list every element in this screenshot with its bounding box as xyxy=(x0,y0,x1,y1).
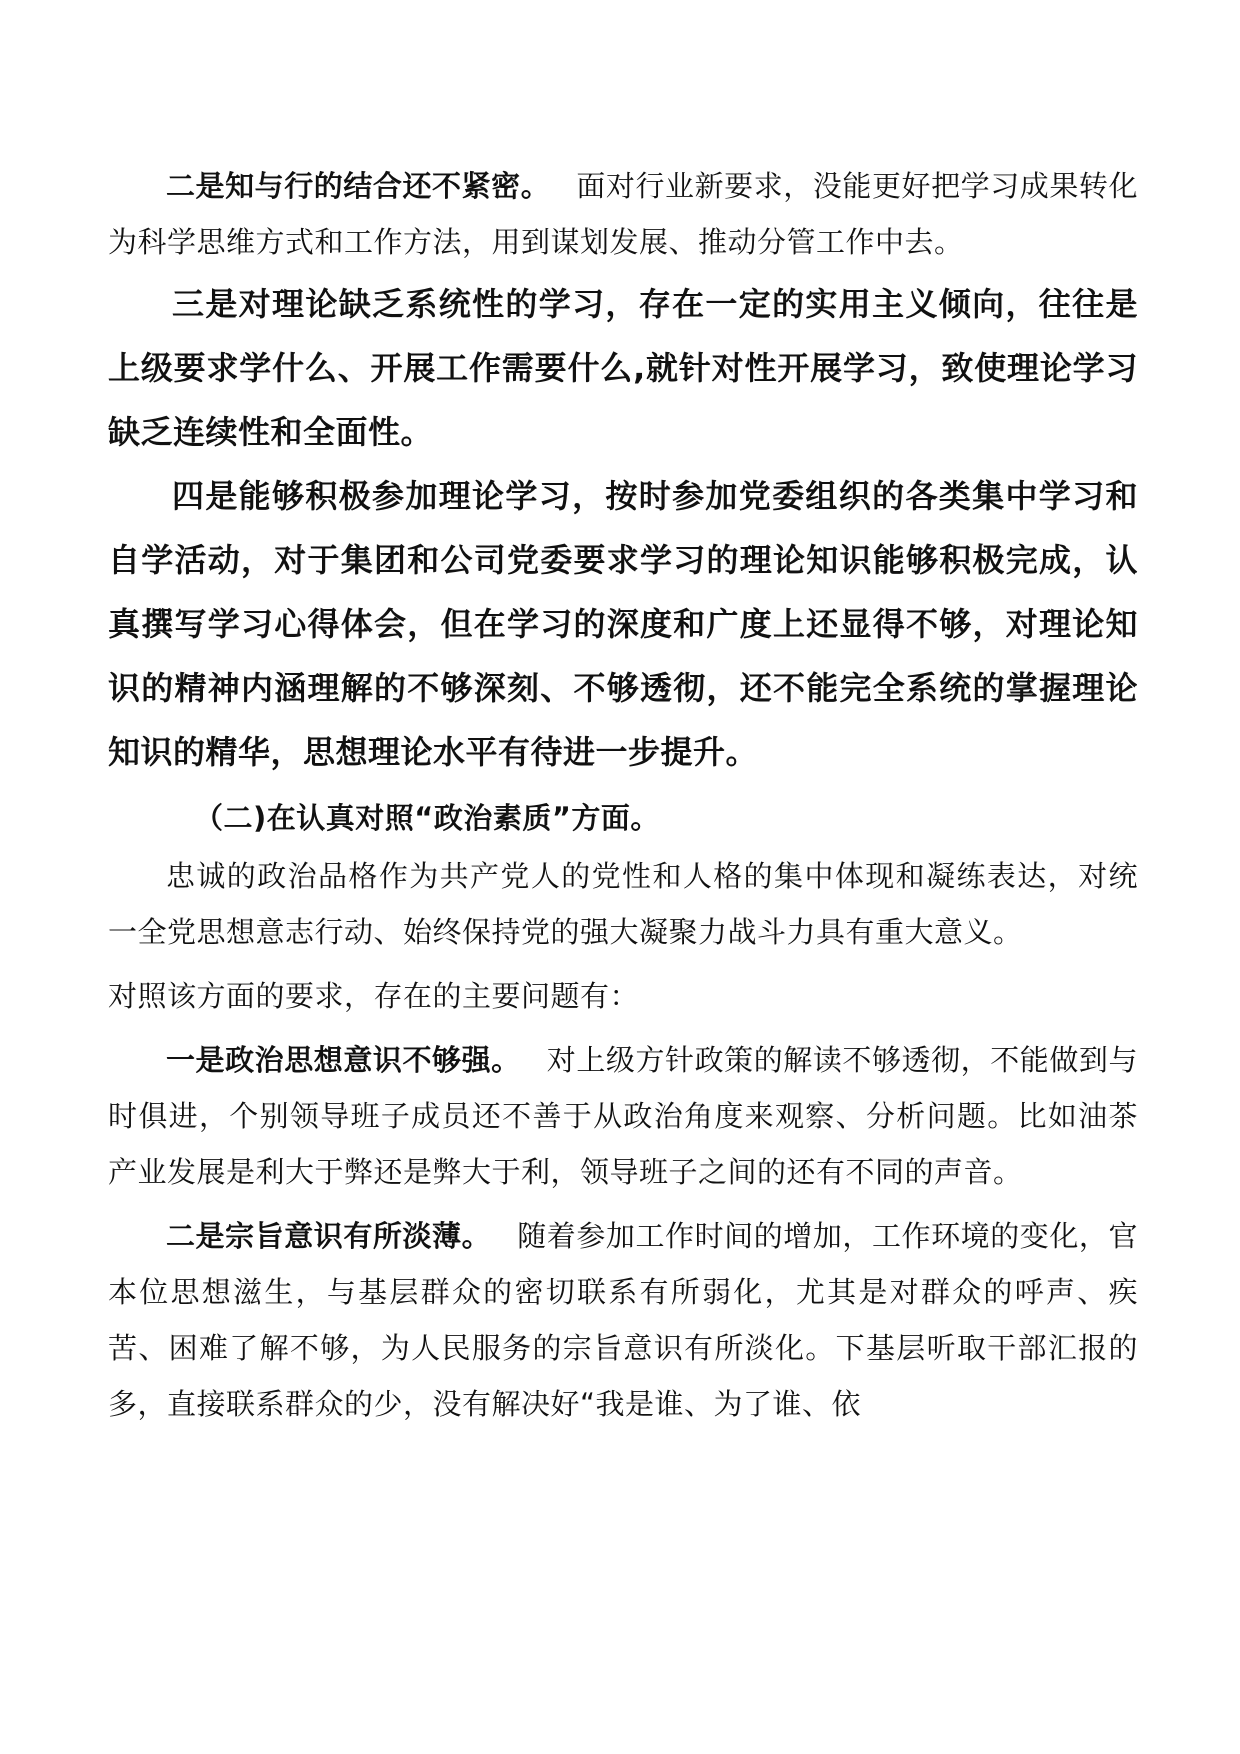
paragraph-text: 对上级方针政策的解读不够透彻，不能做到与时俱进，个别领导班子成员还不善于从政治角度来观察、分析问题。比如油茶产业发展是利大于弊还是弊大于利，领导班子之间的还有不同的声音。 xyxy=(108,1043,1138,1189)
paragraph-lead: 二是宗旨意识有所淡薄。 xyxy=(166,1219,492,1253)
section-heading-political-quality: （二)在认真对照“政治素质”方面。 xyxy=(194,801,660,835)
paragraph-text: 四是能够积极参加理论学习，按时参加党委组织的各类集中学习和自学活动，对于集团和公司党委要求学习的理论知识能够积极完成，认真撰写学习心得体会，但在学习的深度和广度上还显得不够，对理论知识的精神内涵理解的不够深刻、不够透彻，还不能完全系统的掌握理论知识的精华，思想理论水平有待进一步提升。 xyxy=(108,477,1138,771)
paragraph-text: 面对行业新要求，没能更好把学习成果转化为科学思维方式和工作方法，用到谋划发展、推动分管工作中去。 xyxy=(108,169,1138,259)
paragraph-main-problems xyxy=(108,968,1138,1024)
paragraph-theory-study xyxy=(108,464,1138,784)
paragraph-theory-system xyxy=(108,272,1138,464)
paragraph-knowledge-practice xyxy=(108,158,1138,270)
paragraph-lead: 二是知与行的结合还不紧密。 xyxy=(166,169,551,203)
paragraph-text: 三是对理论缺乏系统性的学习，存在一定的实用主义倾向，往往是上级要求学什么、开展工作需要什么,就针对性开展学习，致使理论学习缺乏连续性和全面性。 xyxy=(108,285,1138,451)
paragraph-lead: 一是政治思想意识不够强。 xyxy=(166,1043,521,1077)
document-body xyxy=(108,158,1138,1432)
paragraph-text: 忠诚的政治品格作为共产党人的党性和人格的集中体现和凝练表达，对统一全党思想意志行动、始终保持党的强大凝聚力战斗力具有重大意义。 xyxy=(108,859,1138,949)
paragraph-purpose-awareness xyxy=(108,1208,1138,1432)
paragraph-political-awareness xyxy=(108,1032,1138,1200)
paragraph-political-loyalty xyxy=(108,848,1138,960)
paragraph-text: 随着参加工作时间的增加，工作环境的变化，官本位思想滋生，与基层群众的密切联系有所弱化，尤其是对群众的呼声、疾苦、困难了解不够，为人民服务的宗旨意识有所淡化。下基层听取干部汇报的多，直接联系群众的少，没有解决好“我是谁、为了谁、依 xyxy=(108,1219,1138,1421)
paragraph-text: 对照该方面的要求，存在的主要问题有： xyxy=(108,979,640,1013)
